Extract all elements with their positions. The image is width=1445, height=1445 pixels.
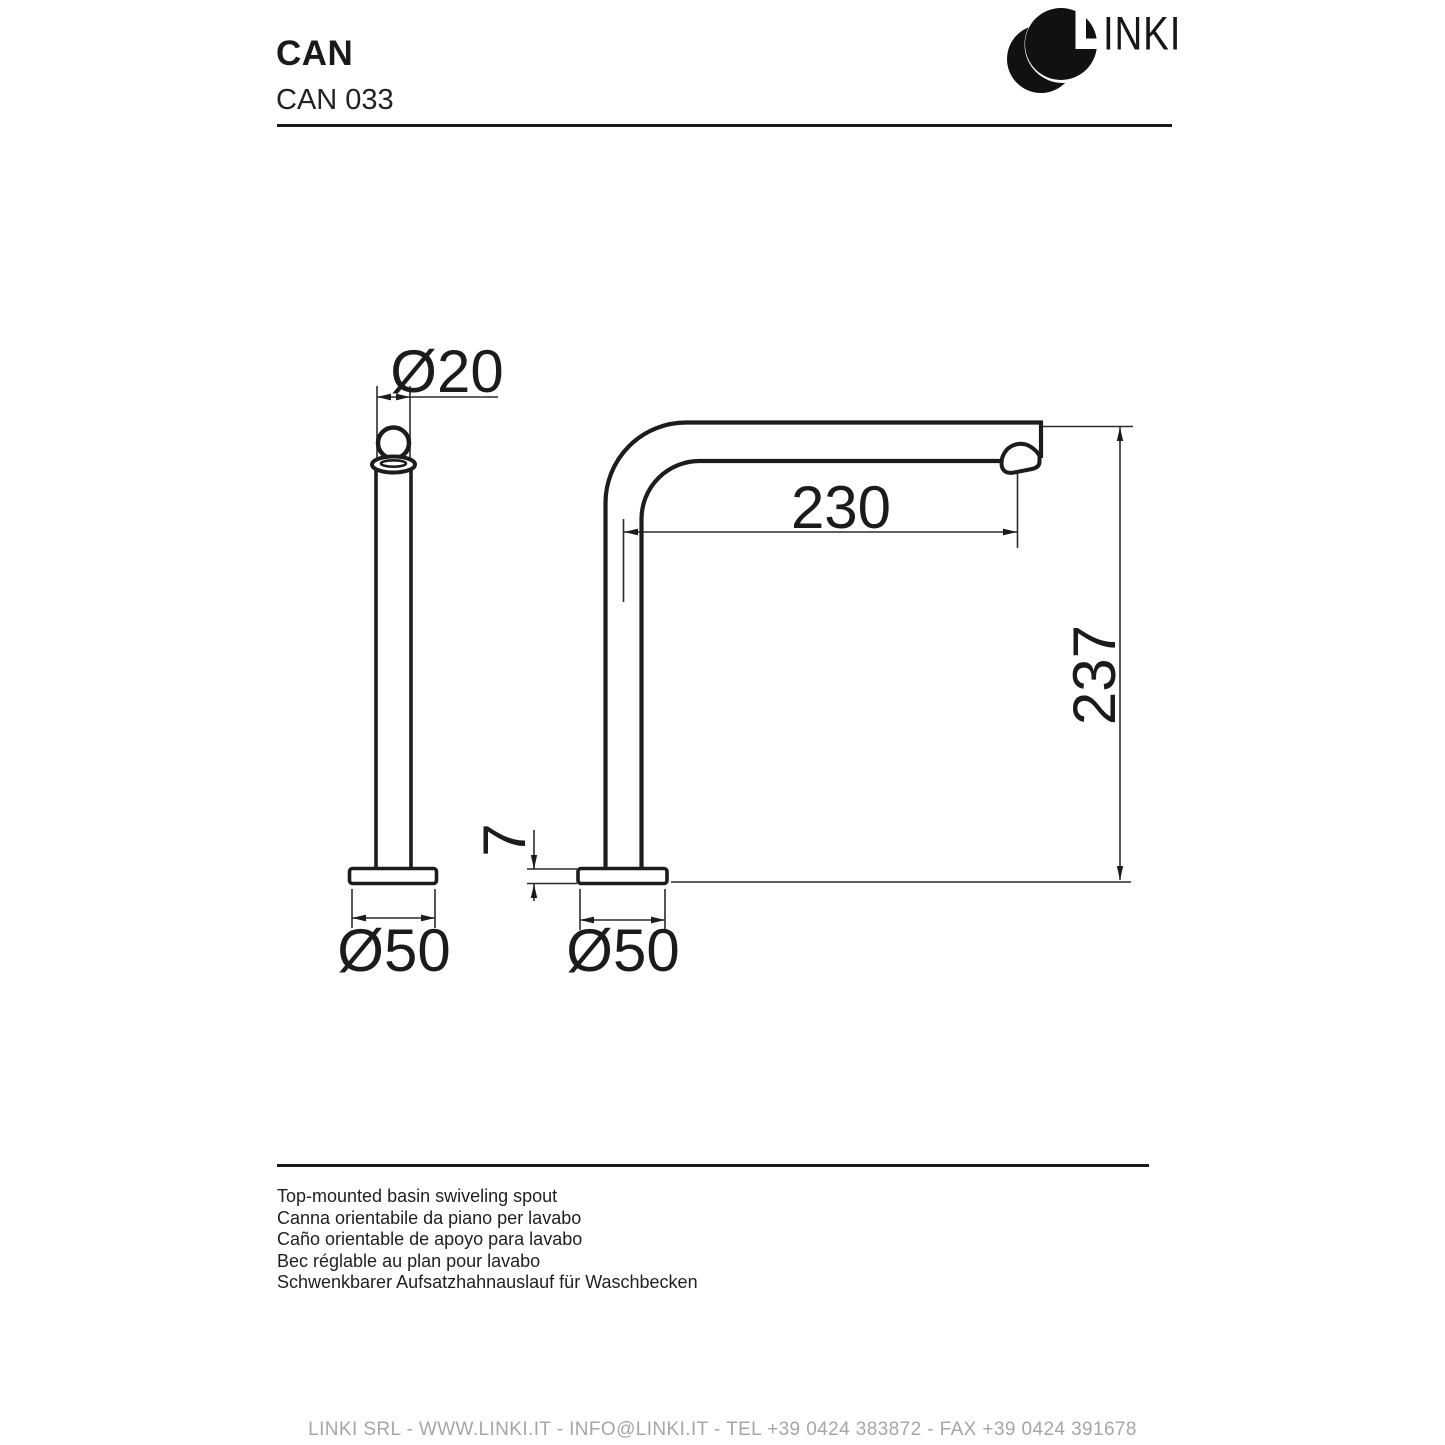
description-list xyxy=(277,1186,698,1294)
aerator-nozzle xyxy=(1002,444,1040,473)
product-code: CAN 033 xyxy=(276,84,394,116)
dimension-labels xyxy=(337,338,1128,984)
dim-height-label: 237 xyxy=(1061,624,1128,726)
dim-reach-label: 230 xyxy=(790,474,892,541)
description-en: Top-mounted basin swiveling spout xyxy=(277,1186,558,1206)
spout-side-view-left xyxy=(350,428,437,884)
swivel-ball xyxy=(378,428,409,459)
description-fr: Bec réglable au plan pour lavabo xyxy=(277,1250,541,1271)
description-es: Caño orientable de apoyo para lavabo xyxy=(277,1229,583,1249)
dim-base-height-label: 7 xyxy=(471,823,538,857)
logo-wordmark: INKI xyxy=(1103,7,1182,61)
dim-left-base-label: Ø50 xyxy=(337,917,451,984)
description-divider xyxy=(277,1164,1149,1167)
dim-right-base-label: Ø50 xyxy=(566,917,680,984)
description-it: Canna orientabile da piano per lavabo xyxy=(277,1207,582,1228)
page-title: CAN xyxy=(276,34,354,73)
dim-spout-diameter-label: Ø20 xyxy=(390,338,504,405)
footer-contact: LINKI SRL - WWW.LINKI.IT - INFO@LINKI.IT - TEL +39 0424 383872 - FAX +39 0424 391678 xyxy=(308,1419,1137,1440)
description-de: Schwenkbarer Aufsatzhahnauslauf für Waschbecken xyxy=(277,1272,698,1292)
